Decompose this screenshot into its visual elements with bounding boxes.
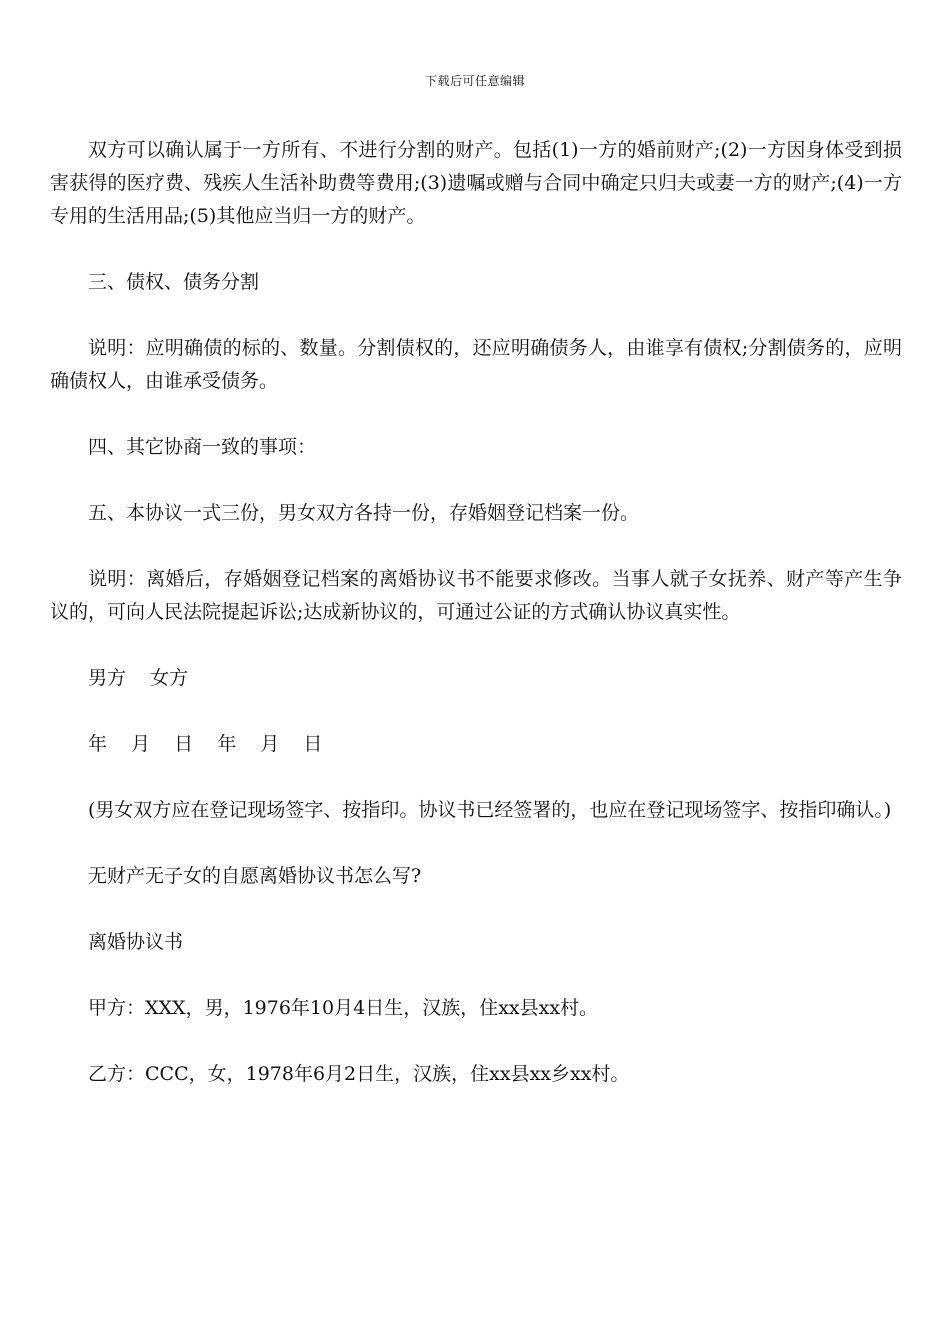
section-title-question: 无财产无子女的自愿离婚协议书怎么写?: [88, 865, 422, 887]
paragraph-personal-property: 双方可以确认属于一方所有、不进行分割的财产。包括(1)一方的婚前财产;(2)一方因身体受到损害获得的医疗费、残疾人生活补助费等费用;(3)遗嘱或赠与合同中确定只归夫或妻一方的财产;(4)一方专用的生活用品;(5)其他应当归一方的财产。: [50, 139, 902, 227]
document-title: 离婚协议书: [88, 931, 184, 953]
signature-parties: 男方 女方: [88, 667, 189, 689]
paragraph-after-divorce-note: 说明：离婚后，存婚姻登记档案的离婚协议书不能要求修改。当事人就子女抚养、财产等产生争议的，可向人民法院提起诉讼;达成新协议的，可通过公证的方式确认协议真实性。: [50, 568, 902, 623]
paragraph-copies: 五、本协议一式三份，男女双方各持一份，存婚姻登记档案一份。: [88, 502, 640, 524]
heading-debt-division: 三、债权、债务分割: [88, 271, 260, 293]
page-header: 下载后可任意编辑: [424, 74, 525, 88]
heading-other-matters: 四、其它协商一致的事项：: [88, 436, 317, 458]
paragraph-debt-note: 说明：应明确债的标的、数量。分割债权的，还应明确债务人，由谁享有债权;分割债务的，应明确债权人，由谁承受债务。: [50, 337, 902, 392]
document-body: [50, 134, 902, 1124]
party-b-info: 乙方：CCC，女，1978年6月2日生，汉族，住xx县xx乡xx村。: [88, 1063, 630, 1085]
signature-dates: 年 月 日 年 月 日: [88, 733, 323, 755]
paragraph-signing-note: (男女双方应在登记现场签字、按指印。协议书已经签署的，也应在登记现场签字、按指印确认。): [88, 799, 892, 821]
party-a-info: 甲方：XXX，男，1976年10月4日生，汉族，住xx县xx村。: [88, 997, 599, 1019]
